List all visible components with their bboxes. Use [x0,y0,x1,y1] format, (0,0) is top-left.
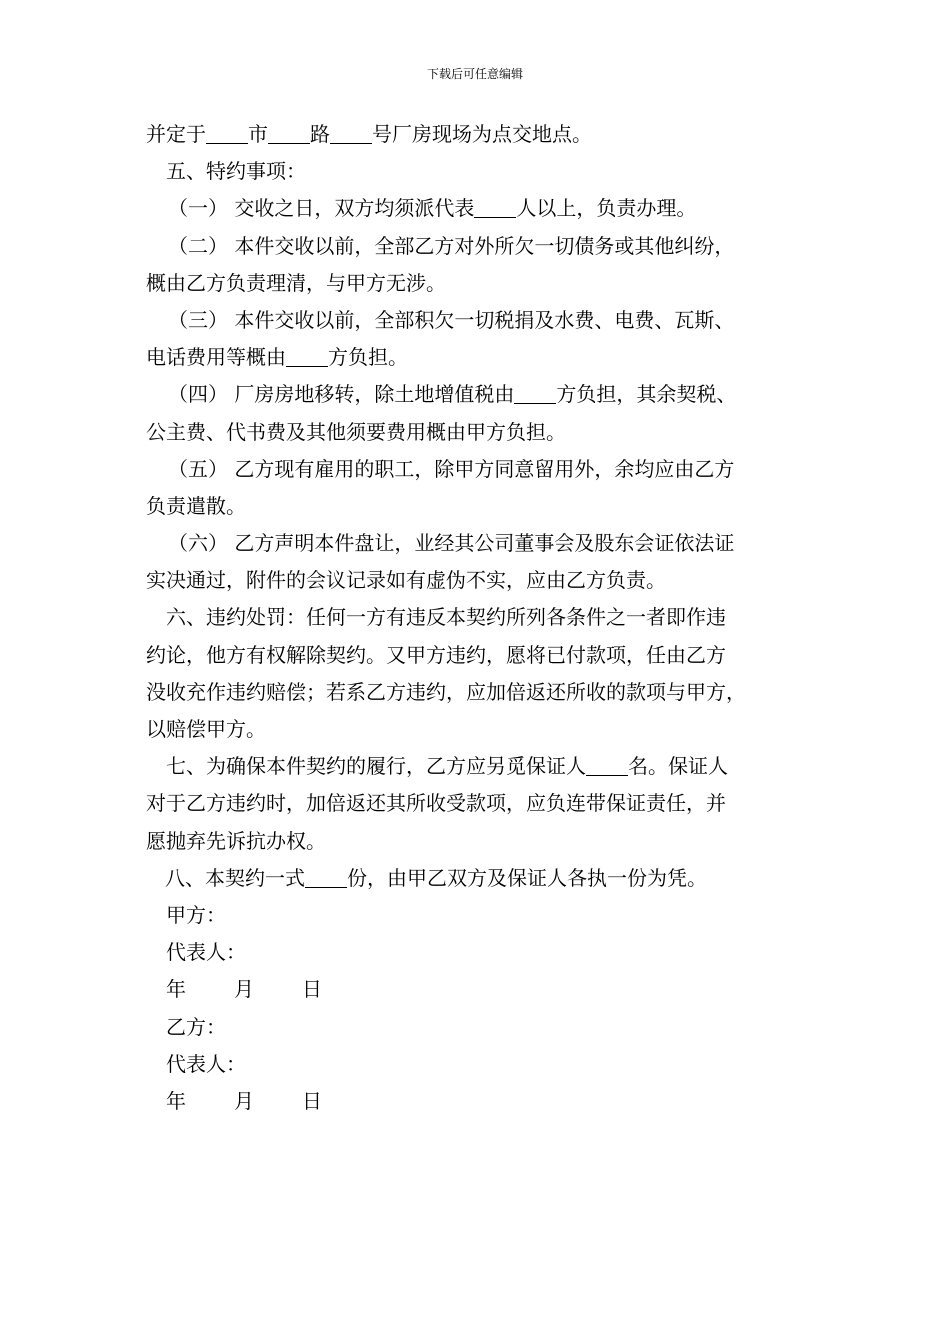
contract-body [146,116,826,1120]
item-5-1: （一） 交收之日，双方均须派代表 人以上，负责办理。 [168,196,697,221]
party-a-label: 甲方： [166,902,226,927]
section-6-line-3: 没收充作违约赔偿；若系乙方违约，应加倍返还所收的款项与甲方， [146,679,746,704]
section-5-title: 五、特约事项： [166,159,306,184]
party-b-date: 年 月 日 [166,1088,322,1113]
party-a-representative-label: 代表人： [166,940,246,965]
party-a-date: 年 月 日 [166,977,322,1002]
item-5-6-line-2: 实决通过，附件的会议记录如有虚伪不实，应由乙方负责。 [146,568,666,593]
blank-road[interactable] [268,123,310,144]
section-7-line-2: 对于乙方违约时，加倍返还其所收受款项，应负连带保证责任，并 [146,791,726,816]
blank-city[interactable] [206,123,248,144]
section-6-line-2: 约论，他方有权解除契约。又甲方违约，愿将已付款项，任由乙方 [146,642,726,667]
party-b-representative-label: 代表人： [166,1051,246,1076]
blank-copies[interactable] [305,867,347,888]
item-5-3-line-2: 电话费用等概由 方负担。 [146,345,408,370]
section-8-line: 八、本契约一式 份，由甲乙双方及保证人各执一份为凭。 [165,865,707,890]
section-6-line-4: 以赔偿甲方。 [146,717,266,741]
item-5-6-line-1: （六） 乙方声明本件盘让，业经其公司董事会及股东会证依法证 [168,531,735,556]
item-5-2-line-2: 概由乙方负责理清，与甲方无涉。 [146,270,446,295]
page-header: 下载后可任意编辑 [426,67,523,81]
delivery-location-line: 并定于 市 路 号厂房现场为点交地点。 [146,122,592,146]
item-5-5-line-1: （五） 乙方现有雇用的职工，除甲方同意留用外，余均应由乙方 [168,456,735,481]
blank-party-utilities[interactable] [286,346,328,367]
item-5-4-line-1: （四） 厂房房地移转，除土地增值税由 方负担，其余契税、 [168,382,737,407]
item-5-3-line-1: （三） 本件交收以前，全部积欠一切税捐及水费、电费、瓦斯、 [168,307,735,332]
section-6-line-1: 六、违约处罚：任何一方有违反本契约所列各条件之一者即作违 [166,605,726,630]
blank-representatives[interactable] [474,197,516,218]
blank-party-land-tax[interactable] [514,383,556,404]
section-7-line-1: 七、为确保本件契约的履行，乙方应另觅保证人 名。保证人 [166,754,728,779]
section-7-line-3: 愿抛弃先诉抗办权。 [146,828,326,853]
item-5-2-line-1: （二） 本件交收以前，全部乙方对外所欠一切债务或其他纠纷， [168,233,735,258]
blank-number[interactable] [330,123,372,144]
blank-guarantors[interactable] [586,755,628,776]
item-5-4-line-2: 公主费、代书费及其他须要费用概由甲方负担。 [146,419,566,444]
item-5-5-line-2: 负责遣散。 [146,493,246,518]
party-b-label: 乙方： [166,1014,226,1039]
